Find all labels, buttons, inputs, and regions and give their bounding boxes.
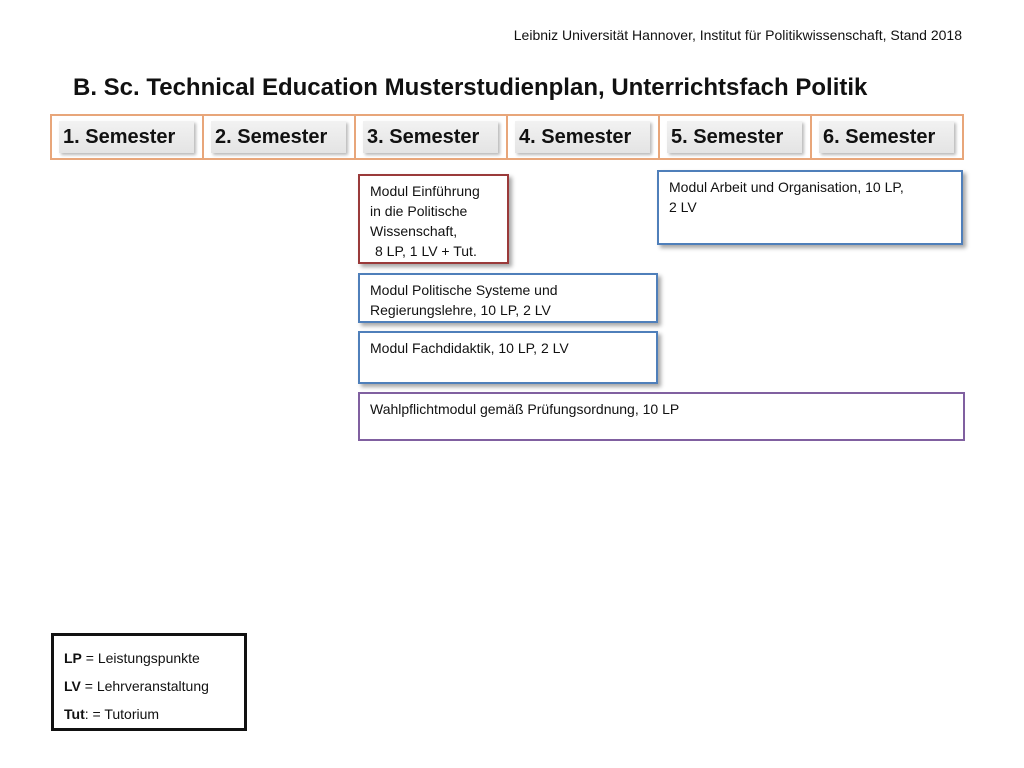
semester-cell-2 xyxy=(204,116,356,158)
module-line: 2 LV xyxy=(669,199,697,215)
legend-row-lp xyxy=(64,646,234,674)
semester-label: 1. Semester xyxy=(59,121,194,153)
semester-label: 3. Semester xyxy=(363,121,498,153)
semester-label: 2. Semester xyxy=(211,121,346,153)
legend-text: : = Tutorium xyxy=(84,706,160,722)
legend-box xyxy=(51,633,247,731)
module-arbeit-organisation xyxy=(657,170,963,245)
module-einfuehrung xyxy=(358,174,509,264)
legend-row-lv xyxy=(64,674,234,702)
semester-label: 4. Semester xyxy=(515,121,650,153)
module-line: Modul Einführung xyxy=(370,183,480,199)
semester-label: 6. Semester xyxy=(819,121,954,153)
legend-abbr: LP xyxy=(64,650,82,666)
source-line: Leibniz Universität Hannover, Institut für Politikwissenschaft, Stand 2018 xyxy=(513,27,962,43)
module-line: Modul Fachdidaktik, 10 LP, 2 LV xyxy=(370,340,569,356)
semester-header-row xyxy=(50,114,964,160)
legend-row-tut xyxy=(64,702,234,730)
legend-text: = Leistungspunkte xyxy=(81,650,200,666)
semester-cell-6 xyxy=(812,116,962,158)
module-line: Wahlpflichtmodul gemäß Prüfungsordnung, 10 LP xyxy=(370,401,680,417)
legend-abbr: Tut xyxy=(64,706,85,722)
module-line: in die Politische xyxy=(370,203,468,219)
module-line: Modul Arbeit und Organisation, 10 LP, xyxy=(669,179,904,195)
module-line: 8 LP, 1 LV + Tut. xyxy=(375,243,477,259)
semester-cell-1 xyxy=(52,116,204,158)
module-line: Wissenschaft, xyxy=(370,223,458,239)
page-title: B. Sc. Technical Education Musterstudienplan, Unterrichtsfach Politik xyxy=(73,74,868,101)
module-wahlpflicht xyxy=(358,392,965,441)
module-politische-systeme xyxy=(358,273,658,323)
semester-label: 5. Semester xyxy=(667,121,802,153)
legend-abbr: LV xyxy=(64,678,81,694)
module-line: Regierungslehre, 10 LP, 2 LV xyxy=(370,302,551,318)
module-fachdidaktik xyxy=(358,331,658,384)
semester-cell-4 xyxy=(508,116,660,158)
semester-cell-3 xyxy=(356,116,508,158)
module-line: Modul Politische Systeme und xyxy=(370,282,558,298)
semester-cell-5 xyxy=(660,116,812,158)
legend-text: = Lehrveranstaltung xyxy=(80,678,209,694)
